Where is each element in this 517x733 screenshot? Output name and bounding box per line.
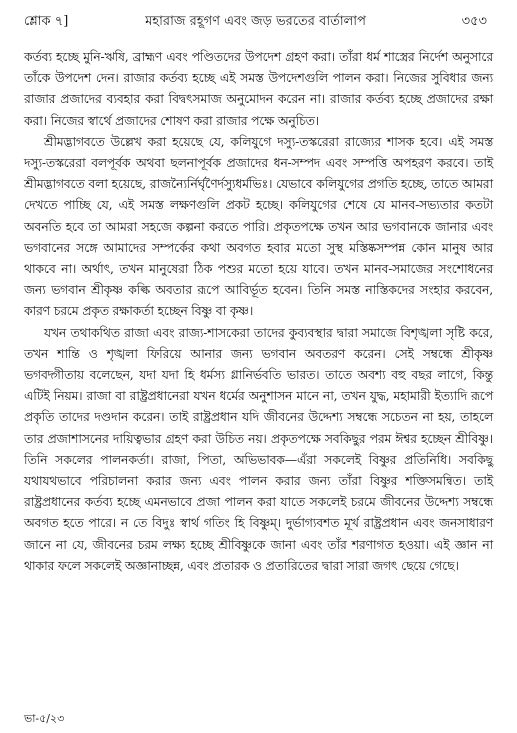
page-body (24, 46, 493, 576)
page-header (24, 12, 487, 32)
paragraph-3: যখন তথাকথিত রাজা এবং রাজ্য-শাসকেরা তাদের কুব্যবস্থার দ্বারা সমাজে বিশৃঙ্খলা সৃষ্টি করে, তখন শান্তি ও শৃঙ্খলা ফিরিয়ে আনার জন্য ভগবান অবতরণ করেন। সেই সম্বন্ধে শ্রীকৃষ্ণ ভগবদ্গীতায় বলেছেন, যদা যদা হি ধর্মস্য গ্লানির্ভবতি ভারত। তাতে অবশ্য বহু বছর লাগে, কিন্তু এটিই নিয়ম। রাজা বা রাষ্ট্রপ্রধানেরা যখন ধর্মের অনুশাসন মানে না, তখন যুদ্ধ, মহামারী ইত্যাদি রূপে প্রকৃতি তাদের দণ্ডদান করেন। তাই রাষ্ট্রপ্রধান যদি জীবনের উদ্দেশ্য সম্বন্ধে সচেতন না হয়, তাহলে তার প্রজাশাসনের দায়িত্বভার গ্রহণ করা উচিত নয়। প্রকৃতপক্ষে সবকিছুর পরম ঈশ্বর হচ্ছেন শ্রীবিষ্ণু। তিনি সকলের পালনকর্তা। রাজা, পিতা, অভিভাবক—এঁরা সকলেই বিষ্ণুর প্রতিনিধি। সবকিছু যথাযথভাবে পরিচালনা করার জন্য এবং পালন করার জন্য তাঁরা বিষ্ণুর শক্তিসমন্বিত। তাই রাষ্ট্রপ্রধানের কর্তব্য হচ্ছে এমনভাবে প্রজা পালন করা যাতে সকলেই চরমে জীবনের উদ্দেশ্য সম্বন্ধে অবগত হতে পারে। ন তে বিদুঃ স্বার্থ গতিং হি বিষ্ণুম্। দুর্ভাগ্যবশত মূর্খ রাষ্ট্রপ্রধান এবং জনসাধারণ জানে না যে, জীবনের চরম লক্ষ্য হচ্ছে শ্রীবিষ্ণুকে জানা এবং তাঁর শরণাগত হওয়া। এই জ্ঞান না থাকার ফলে সকলেই অজ্ঞানাচ্ছন্ন, এবং প্রতারক ও প্রতারিতের দ্বারা সারা জগৎ ছেয়ে গেছে। (24, 324, 493, 573)
paragraph-1: কর্তব্য হচ্ছে মুনি-ঋষি, ব্রাহ্মণ এবং পণ্ডিতদের উপদেশ গ্রহণ করা। তাঁরা ধর্ম শাস্ত্রের নির্দেশ অনুসারে তাঁকে উপদেশ দেন। রাজার কর্তব্য হচ্ছে এই সমস্ত উপদেশগুলি পালন করা। নিজের সুবিধার জন্য রাজার প্রজাদের ব্যবহার করা বিদ্বৎসমাজ অনুমোদন করেন না। রাজার কর্তব্য হচ্ছে প্রজাদের রক্ষা করা। নিজের স্বার্থে প্রজাদের শোষণ করা রাজার পক্ষে অনুচিত। (24, 49, 493, 128)
page-footer-signature: ভা-৫/২৩ (24, 712, 65, 725)
verse-reference: শ্লোক ৭] (24, 14, 69, 29)
paragraph-2: শ্রীমদ্ভাগবতে উল্লেখ করা হয়েছে যে, কলিযুগে দস্যু-তস্করেরা রাজ্যের শাসক হবে। এই সমস্ত দস্যু-তস্করেরা বলপূর্বক অথবা ছলনাপূর্বক প্রজাদের ধন-সম্পদ এবং সম্পত্তি অপহরণ করবে। তাই শ্রীমদ্ভাগবতে বলা হয়েছে, রাজন্যৈর্নির্ঘৃণৈর্দস্যুধর্মভিঃ। যেভাবে কলিযুগের প্রগতি হচ্ছে, তাতে আমরা দেখতে পাচ্ছি যে, এই সমস্ত লক্ষণগুলি প্রকট হচ্ছে। কলিযুগের শেষে যে মানব-সভ্যতার কতটা অবনতি হবে তা আমরা সহজে কল্পনা করতে পারি। প্রকৃতপক্ষে তখন আর ভগবানকে জানার এবং ভগবানের সঙ্গে আমাদের সম্পর্কের কথা অবগত হবার মতো সুস্থ মস্তিষ্কসম্পন্ন কোন মানুষ আর থাকবে না। অর্থাৎ, তখন মানুষেরা ঠিক পশুর মতো হয়ে যাবে। তখন মানব-সমাজের সংশোধনের জন্য ভগবান শ্রীকৃষ্ণ কল্কি অবতার রূপে আবির্ভূত হবেন। তিনি সমস্ত নাস্তিকদের সংহার করবেন, কারণ চরমে প্রকৃত রক্ষাকর্তা হচ্ছেন বিষ্ণু বা কৃষ্ণ। (24, 133, 493, 319)
page-number: ৩৫৩ (461, 14, 487, 29)
chapter-title: মহারাজ রহূগণ এবং জড় ভরতের বার্তালাপ (145, 14, 366, 29)
